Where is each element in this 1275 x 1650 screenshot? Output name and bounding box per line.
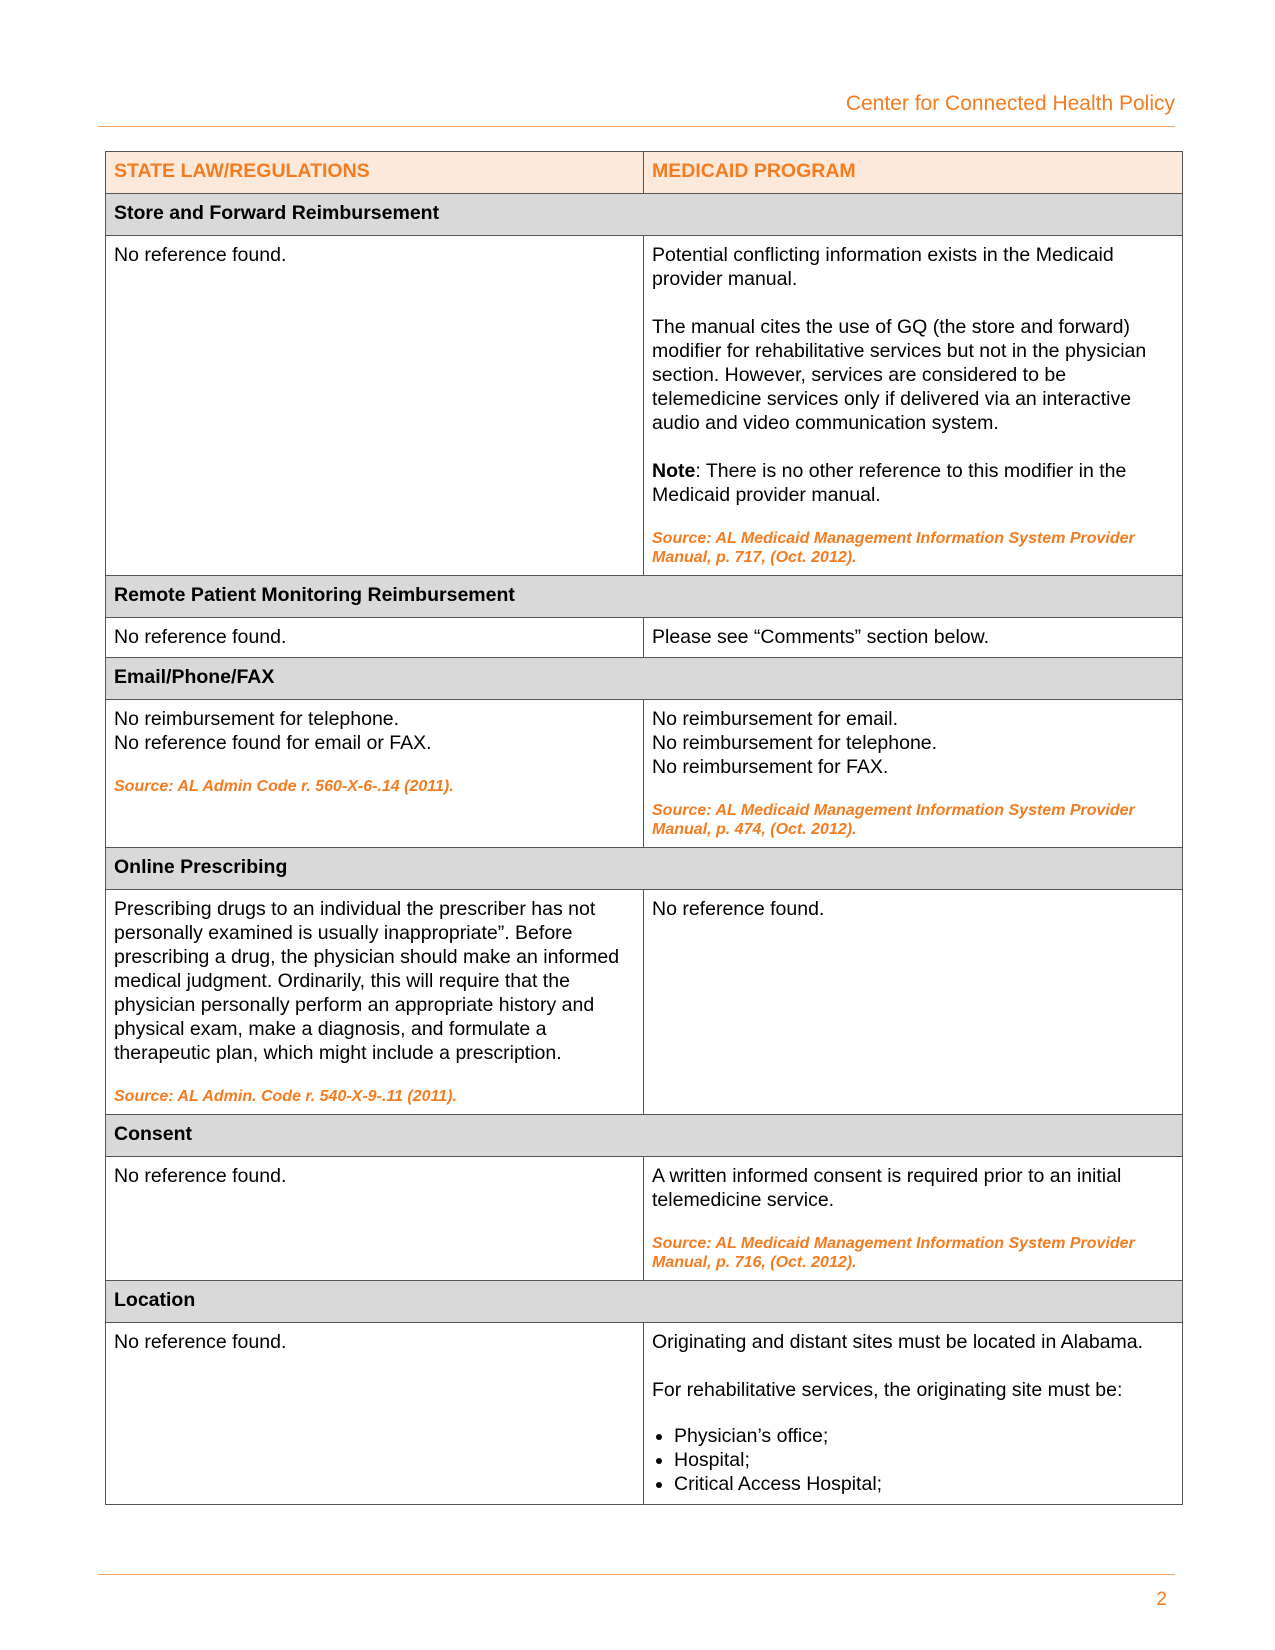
state-law-cell	[106, 890, 644, 1115]
section-row	[106, 576, 1183, 618]
list-item: • Physician’s office;	[674, 1424, 1174, 1448]
table-header-row	[106, 152, 1183, 194]
section-title: Store and Forward Reimbursement	[106, 194, 1183, 236]
cell-line: No reimbursement for telephone.	[114, 708, 400, 730]
cell-line: No reimbursement for email.	[652, 708, 898, 730]
cell-line: No reimbursement for telephone.	[652, 732, 938, 754]
cell-text: The manual cites the use of GQ (the store and forward) modifier for rehabilitative services but not in the physician section. However, services are considered to be telemedicine services only if delivered via an interactive audio and video communication system.	[652, 316, 1147, 434]
medicaid-cell	[644, 618, 1183, 658]
medicaid-cell	[644, 700, 1183, 848]
cell-text: Originating and distant sites must be located in Alabama.	[652, 1331, 1144, 1353]
state-law-cell	[106, 618, 644, 658]
cell-text: No reference found.	[652, 898, 825, 920]
section-title: Online Prescribing	[106, 848, 1183, 890]
cell-text: A written informed consent is required prior to an initial telemedicine service.	[652, 1165, 1122, 1211]
table-row	[106, 1157, 1183, 1281]
medicaid-cell	[644, 236, 1183, 576]
column-heading-medicaid: MEDICAID PROGRAM	[644, 152, 1183, 194]
source-citation: Source: AL Medicaid Management Information System Provider Manual, p. 716, (Oct. 2012).	[652, 1235, 1135, 1271]
source-citation: Source: AL Medicaid Management Information System Provider Manual, p. 717, (Oct. 2012).	[652, 530, 1135, 566]
table-row	[106, 890, 1183, 1115]
medicaid-cell	[644, 1157, 1183, 1281]
cell-text: For rehabilitative services, the originating site must be:	[652, 1379, 1123, 1401]
cell-line: No reference found for email or FAX.	[114, 732, 432, 754]
page-footer	[98, 1574, 1175, 1611]
list-item: • Critical Access Hospital;	[674, 1472, 1174, 1496]
medicaid-cell	[644, 890, 1183, 1115]
cell-text: No reference found.	[114, 1331, 287, 1353]
section-title: Remote Patient Monitoring Reimbursement	[106, 576, 1183, 618]
note-text: : There is no other reference to this modifier in the Medicaid provider manual.	[652, 460, 1127, 506]
cell-text: No reference found.	[114, 244, 287, 266]
section-row	[106, 1281, 1183, 1323]
note-paragraph	[652, 459, 1174, 507]
column-heading-state-law: STATE LAW/REGULATIONS	[106, 152, 644, 194]
state-law-cell	[106, 236, 644, 576]
table-row	[106, 1323, 1183, 1505]
section-title: Location	[106, 1281, 1183, 1323]
medicaid-cell	[644, 1323, 1183, 1505]
list-item: • Hospital;	[674, 1448, 1174, 1472]
section-title: Email/Phone/FAX	[106, 658, 1183, 700]
policy-table	[105, 151, 1183, 1505]
organization-name: Center for Connected Health Policy	[845, 92, 1175, 115]
note-label: Note	[652, 460, 696, 482]
source-citation: Source: AL Admin. Code r. 540-X-9-.11 (2011).	[114, 1088, 457, 1105]
cell-text: Potential conflicting information exists in the Medicaid provider manual.	[652, 244, 1114, 290]
table-row	[106, 618, 1183, 658]
cell-text: Please see “Comments” section below.	[652, 626, 990, 648]
cell-line: No reimbursement for FAX.	[652, 756, 889, 778]
section-title: Consent	[106, 1115, 1183, 1157]
cell-text: No reference found.	[114, 626, 287, 648]
site-list	[652, 1424, 1174, 1496]
section-row	[106, 848, 1183, 890]
table-row	[106, 700, 1183, 848]
section-row	[106, 1115, 1183, 1157]
state-law-cell	[106, 1323, 644, 1505]
source-citation: Source: AL Medicaid Management Information System Provider Manual, p. 474, (Oct. 2012).	[652, 802, 1135, 838]
cell-text: No reference found.	[114, 1165, 287, 1187]
section-row	[106, 194, 1183, 236]
cell-text: Prescribing drugs to an individual the prescriber has not personally examined is usually inappropriate”. Before prescribing a drug, the physician should make an informed medical judgment. Ordinarily, this will require that the physician personally perform an appropriate history and physical exam, make a diagnosis, and formulate a therapeutic plan, which might include a prescription.	[114, 898, 620, 1064]
page-header	[98, 92, 1175, 127]
page-number: 2	[1156, 1589, 1167, 1610]
state-law-cell	[106, 1157, 644, 1281]
section-row	[106, 658, 1183, 700]
source-citation: Source: AL Admin Code r. 560-X-6-.14 (2011).	[114, 778, 454, 795]
state-law-cell	[106, 700, 644, 848]
table-row	[106, 236, 1183, 576]
